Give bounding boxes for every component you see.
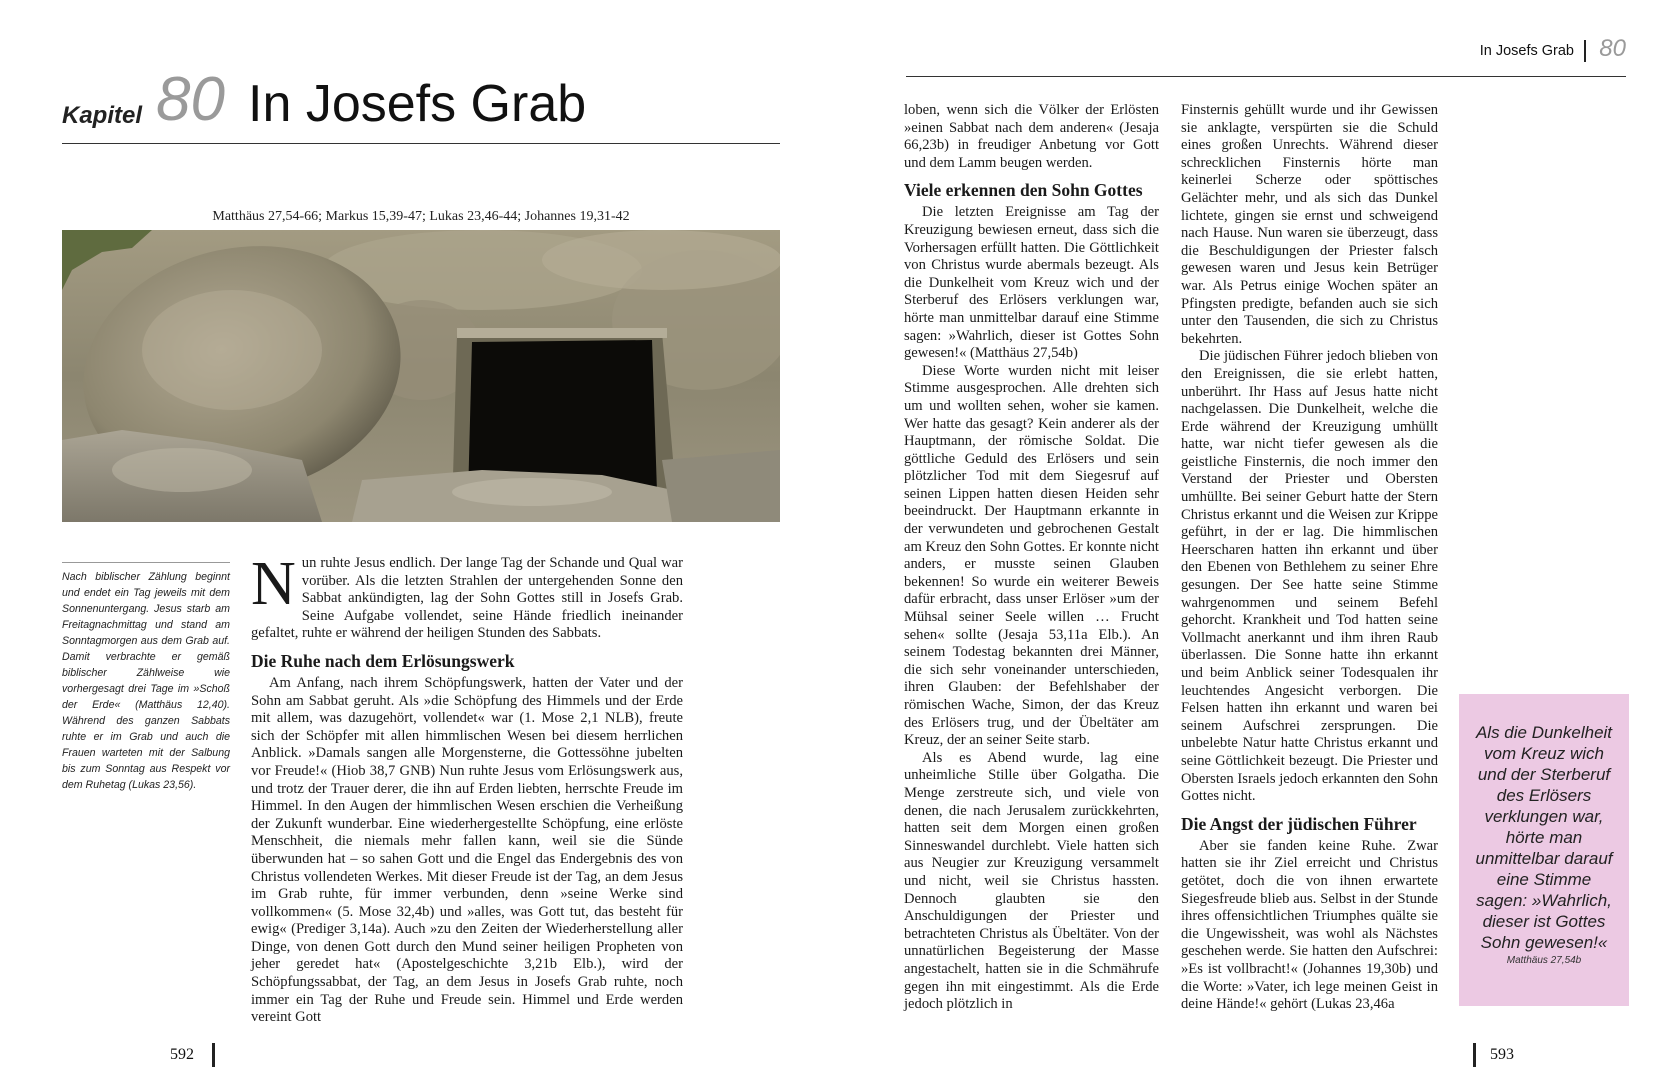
page-number-divider-right xyxy=(1473,1043,1476,1067)
running-header-title: In Josefs Grab xyxy=(1479,43,1574,59)
running-header xyxy=(906,35,1626,77)
pull-quote-text: Als die Dunkelheit vom Kreuz wich und der Sterberuf des Erlösers verklungen war, hörte man unmittelbar darauf eine Stimme sagen: »Wahrlich, dieser ist Gottes Sohn gewesen!« xyxy=(1475,723,1613,952)
paragraph: loben, wenn sich die Völker der Erlösten »einen Sabbat nach dem anderen« (Jesaja 66,23b) in freudiger Anbetung vor Gott und dem Lamm beugen werden. xyxy=(904,102,1159,171)
left-body-column xyxy=(251,550,683,1027)
running-header-divider xyxy=(1584,40,1586,62)
running-header-number: 80 xyxy=(1599,35,1626,62)
intro-paragraph: un ruhte Jesus endlich. Der lange Tag der Schande und Qual war vorüber. Als die letzten Strahlen der untergehenden Sonne den Sabbat ankündigten, lag der Sohn Gottes still in Josefs Grab. Seine Aufgabe vollendet, seine Hände friedlich ineinander gefaltet, ruhte er während der heiligen Stunden des Sabbats. xyxy=(251,555,683,642)
chapter-heading xyxy=(62,66,780,144)
paragraph: Diese Worte wurden nicht mit leiser Stimme ausgesprochen. Alle drehten sich um und wollten sehen, woher sie kamen. Wer hatte das gesagt? Kein anderer als der Hauptmann, der römische Soldat. Die göttliche Geduld des Erlösers und sein plötzlicher Tod mit dem Siegesruf auf seinen Lippen hatten diesen Heiden sehr beeindruckt. Der Hauptmann erkannte in der verwundeten und gebrochenen Gestalt am Kreuz den Sohn Gottes. Er konnte nicht anders, er musste seinen Glauben bekennen! So wurde ein weiterer Beweis dafür erbracht, dass unser Erlöser »um der Mühsal seiner Seele willen … Frucht sehen« sollte (Jesaja 53,11a Elb.). An seinem Todestag bekannten drei Männer, die sich sehr voneinander unterschieden, ihren Glauben: der Befehlshaber der römischen Wache, Simon, der das Kreuz des Erlösers trug, und der Übeltäter am Kreuz, der an seiner Seite starb. xyxy=(904,362,1159,749)
tomb-photo xyxy=(62,230,780,522)
paragraph: Finsternis gehüllt wurde und ihr Gewissen sie anklagte, verspürten sie die Schuld eines großen Unrechts. Während dieser schrecklichen Finsternis hörte man keinerlei Scherze oder spöttisches Gelächter mehr, und als sich das Dunkel lichtete, gingen sie ernst und schweigend nach Hause. Nun waren sie überzeugt, dass die Beschuldigungen der Priester falsch gewesen waren und Jesus kein Betrüger war. Als Petrus einige Wochen später an Pfingsten predigte, befanden auch sie sich unter den Tausenden, die sich zu Christus bekehrten. xyxy=(1181,102,1438,347)
paragraph: Als es Abend wurde, lag eine unheimliche Stille über Golgatha. Die Menge zerstreute sich, und viele von denen, die nach Jerusalem zurückkehrten, hatten seit dem Morgen einen großen Sinneswandel durchlebt. Viele hatten sich aus Neugier zur Kreuzigung versammelt und nicht, weil sie Christus hassten. Dennoch glaubten sie den Anschuldigungen der Priester und betrachteten Christus als Übeltäter. Von der unnatürlichen Begeisterung der Masse angestachelt, hatten sie in die Schmährufe gegen ihn mit eingestimmt. Als die Erde jedoch plötzlich in xyxy=(904,749,1159,1013)
chapter-number: 80 xyxy=(156,65,225,134)
drop-cap: N xyxy=(251,550,296,618)
paragraph: Die letzten Ereignisse am Tag der Kreuzigung bewiesen erneut, dass sich die Vorhersagen erfüllt hatten. Die Göttlichkeit von Christus wurde abermals bezeugt. Als die Dunkelheit vom Kreuz wich und der Sterberuf des Erlösers verklungen war, hörte man unmittelbar darauf eine Stimme sagen: »Wahrlich, dieser ist Gottes Sohn gewesen!« (Matthäus 27,54b) xyxy=(904,204,1159,362)
paragraph: Die jüdischen Führer jedoch blieben von den Ereignissen, die sie erlebt hatten, unberührt. Ihr Hass auf Jesus hatte nicht nachgelassen. Die Dunkelheit, welche die Erde während der Kreuzigung umhüllt hatte, war nicht tiefer gewesen als die geistliche Finsternis, die noch immer den Verstand der Priester und Obersten umhüllte. Bei seiner Geburt hatte der Stern Christus erkannt und die Weisen zur Krippe geführt, in der er lag. Die himmlischen Heerscharen hatten ihn erkannt und über den Ebenen von Bethlehem zu seiner Ehre gesungen. Der See hatte seine Stimme wahrgenommen und seinem Befehl gehorcht. Krankheit und Tod hatten seine Vollmacht anerkannt und ihm ihren Raub überlassen. Die Sonne hatte ihn erkannt und beim Anblick seiner Todesqualen ihr leuchtendes Angesicht verborgen. Die Felsen hatten ihn erkannt und waren bei seinem Aufschrei zersprungen. Die unbelebte Natur hatte Christus erkannt und seine Göttlichkeit bezeugt. Die Priester und Obersten Israels jedoch erkannten den Sohn Gottes nicht. xyxy=(1181,348,1438,805)
side-note: Nach biblischer Zählung beginnt und endet ein Tag jeweils mit dem Sonnenuntergang. Jesus starb am Freitagnachmittag und stand am Sonntagmorgen aus dem Grab auf. Damit verbrachte er gemäß biblischer Zählweise wie vorhergesagt drei Tage im »Schoß der Erde« (Matthäus 12,40). Während des ganzen Sabbats ruhte er im Grab und auch die Frauen warteten mit der Salbung bis zum Sonntag aus Respekt vor dem Ruhetag (Lukas 23,56). xyxy=(62,562,230,793)
pull-quote-source: Matthäus 27,54b xyxy=(1506,955,1582,966)
page-number-left: 592 xyxy=(170,1046,194,1063)
page-number-right: 593 xyxy=(1490,1046,1514,1063)
paragraph: Am Anfang, nach ihrem Schöpfungswerk, hatten der Vater und der Sohn am Sabbat geruht. Als »die Schöpfung des Himmels und der Erde mit allem, was dazugehört, vollendet« war (1. Mose 2,1 NLB), freute sich der Schöpfer mit allen himmlischen Wesen bei diesem herrlichen Anblick. »Damals sangen alle Morgensterne, die Gottessöhne jubelten vor Freude!« (Hiob 38,7 GNB) Nun ruhte Jesus vom Erlösungswerk aus, und trotz der Trauer derer, die ihn auf Erden liebten, herrschte Freude im Himmel. In den Augen der himmlischen Wesen erschien die Verheißung der Zukunft wunderbar. Eine wiederhergestellte Schöpfung, eine erlöste Menschheit, die niemals mehr fallen kann, weil sie die Sünde überwunden hat – so sahen Gott und die Engel das Endergebnis des von Christus vollendeten Werkes. Mit dieser Freude ist der Tag, an dem Jesus im Grab ruhte, für immer verbunden, denn »seine Werke sind vollkommen« (5. Mose 32,4b) und »alles, was Gott tut, das besteht für ewig« (Prediger 3,14a). Auch »zu den Zeiten der Wiederherstellung aller Dinge, von denen Gott durch den Mund seiner heiligen Propheten von jeher geredet hat« (Apostelgeschichte 3,21b Elb.), wird der Schöpfungssabbat, der Tag, an dem Jesus in Josefs Grab ruhte, noch immer ein Tag der Ruhe und Freude sein. Himmel und Erde werden vereint Gott xyxy=(251,674,683,1026)
chapter-label: Kapitel xyxy=(62,102,143,129)
section-heading-angst: Die Angst der jüdischen Führer xyxy=(1181,813,1417,834)
section-heading-sohn-gottes: Viele erkennen den Sohn Gottes xyxy=(904,180,1143,201)
page-number-divider-left xyxy=(212,1043,215,1067)
right-body-column-2 xyxy=(1181,102,1438,1014)
right-body-column-1 xyxy=(904,102,1159,1014)
bible-references: Matthäus 27,54-66; Markus 15,39-47; Lukas 23,46-44; Johannes 19,31-42 xyxy=(212,209,630,224)
pull-quote xyxy=(1459,694,1629,1006)
section-heading-ruhe: Die Ruhe nach dem Erlösungswerk xyxy=(251,650,515,671)
paragraph: Aber sie fanden keine Ruhe. Zwar hatten sie ihr Ziel erreicht und Christus getötet, doch die von ihnen erwartete Siegesfreude blieb aus. Selbst in der Stunde ihres offensichtlichen Triumphes quälte sie die Ungewissheit, was wohl als Nächstes geschehen werde. Sie hatten den Aufschrei: »Es ist vollbracht!« (Johannes 19,30b) und die Worte: »Vater, ich lege meinen Geist in deine Hände!« gehört (Lukas 23,46a xyxy=(1181,837,1438,1013)
chapter-title: In Josefs Grab xyxy=(248,75,587,133)
